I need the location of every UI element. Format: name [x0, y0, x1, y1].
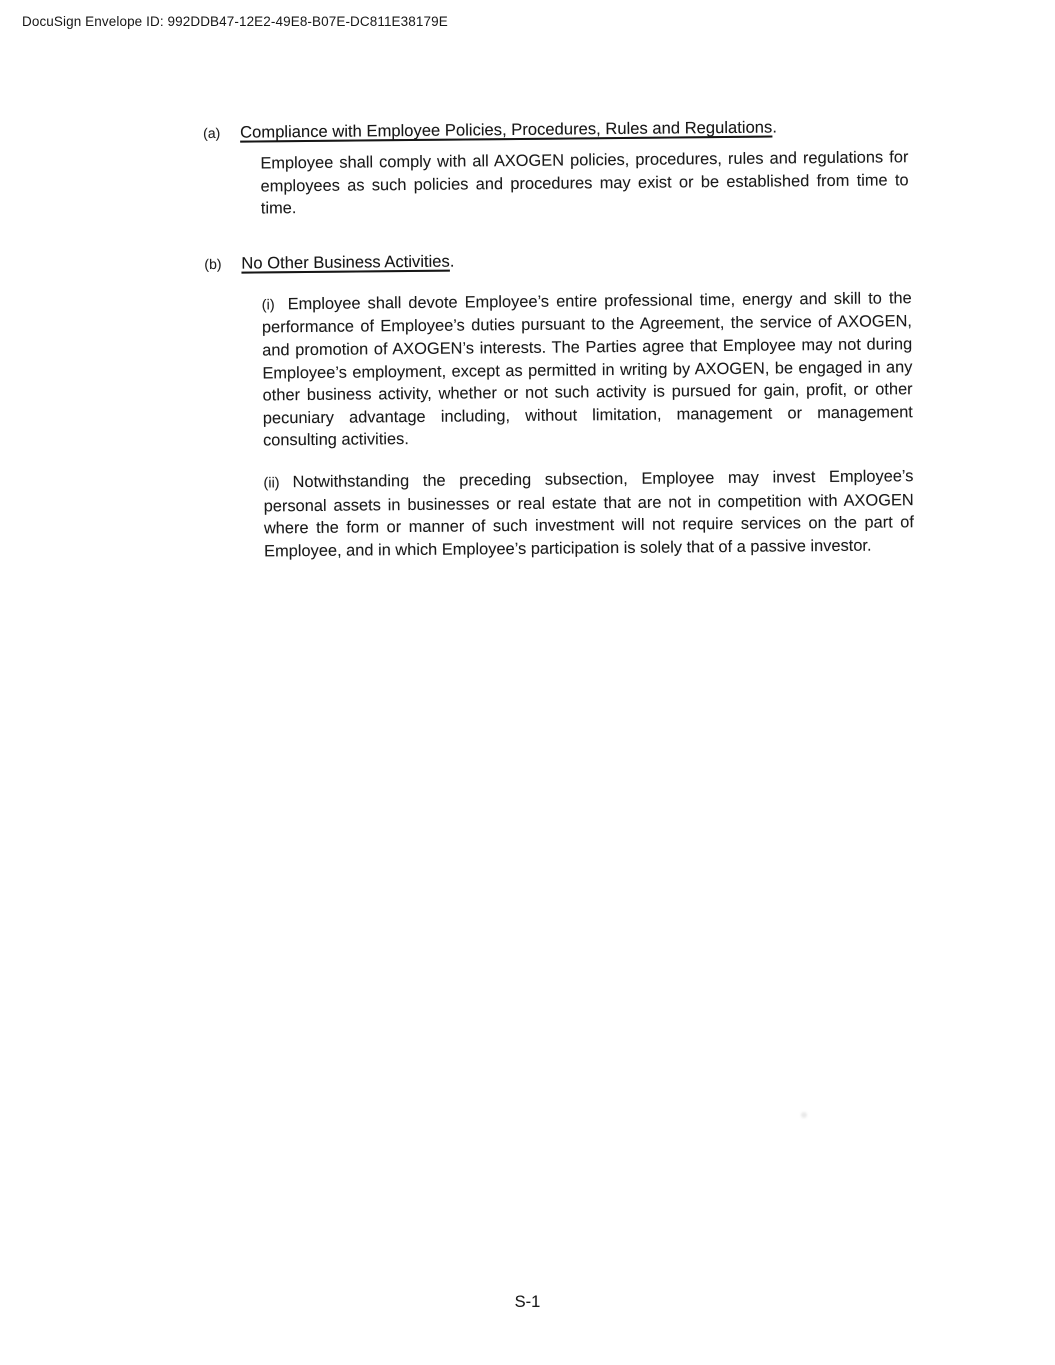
section-a-heading-period: .	[772, 117, 778, 137]
scan-artifact-dot	[801, 1112, 807, 1118]
section-a-heading-row	[203, 114, 918, 145]
paragraph-ii-marker: (ii)	[263, 475, 280, 492]
page-number: S-1	[514, 1293, 541, 1311]
document-body	[203, 114, 922, 563]
paragraph-i-text: Employee shall devote Employee’s entire professional time, energy and skill to the performance of Employee’s duties pursuant to the Agreement, the service of AXOGEN, and promotion of AXOGEN’s interests. The Parties agree that Employee may not during Employee’s employment, except as permitted in writing by AXOGEN, be engaged in any other business activity, whether or not such activity is pursued for gain, profit, or other pecuniary advantage including, without limitation, management or management consulting activities.	[261, 288, 913, 450]
section-a	[203, 114, 919, 221]
paragraph-i-marker: (i)	[261, 297, 275, 314]
section-a-label: (a)	[203, 124, 221, 141]
section-b-heading-row	[204, 245, 919, 276]
section-a-heading: Compliance with Employee Policies, Procedures, Rules and Regulations	[240, 117, 773, 142]
section-b-paragraph-i	[262, 287, 913, 452]
docusign-envelope-id: DocuSign Envelope ID: 992DDB47-12E2-49E8-B07E-DC811E38179E	[22, 14, 448, 29]
section-a-heading-wrap	[240, 115, 777, 143]
section-b-heading: No Other Business Activities	[241, 251, 450, 273]
section-b-heading-period: .	[449, 251, 455, 271]
section-b-label: (b)	[204, 255, 222, 272]
section-b-paragraph-ii	[263, 465, 914, 563]
section-a-paragraph: Employee shall comply with all AXOGEN policies, procedures, rules and regulations for employees as such policies and procedures may exist or be established from time to time.	[260, 148, 909, 218]
section-b-heading-wrap	[241, 249, 454, 274]
section-b	[204, 245, 922, 563]
paragraph-ii-text: Notwithstanding the preceding subsection, Employee may invest Employee’s personal assets in businesses or real estate that are not in competition with AXOGEN where the form or manner of such investment will not require services on the part of Employee, and in which Employee’s participation is solely that of a passive investor.	[263, 467, 914, 561]
